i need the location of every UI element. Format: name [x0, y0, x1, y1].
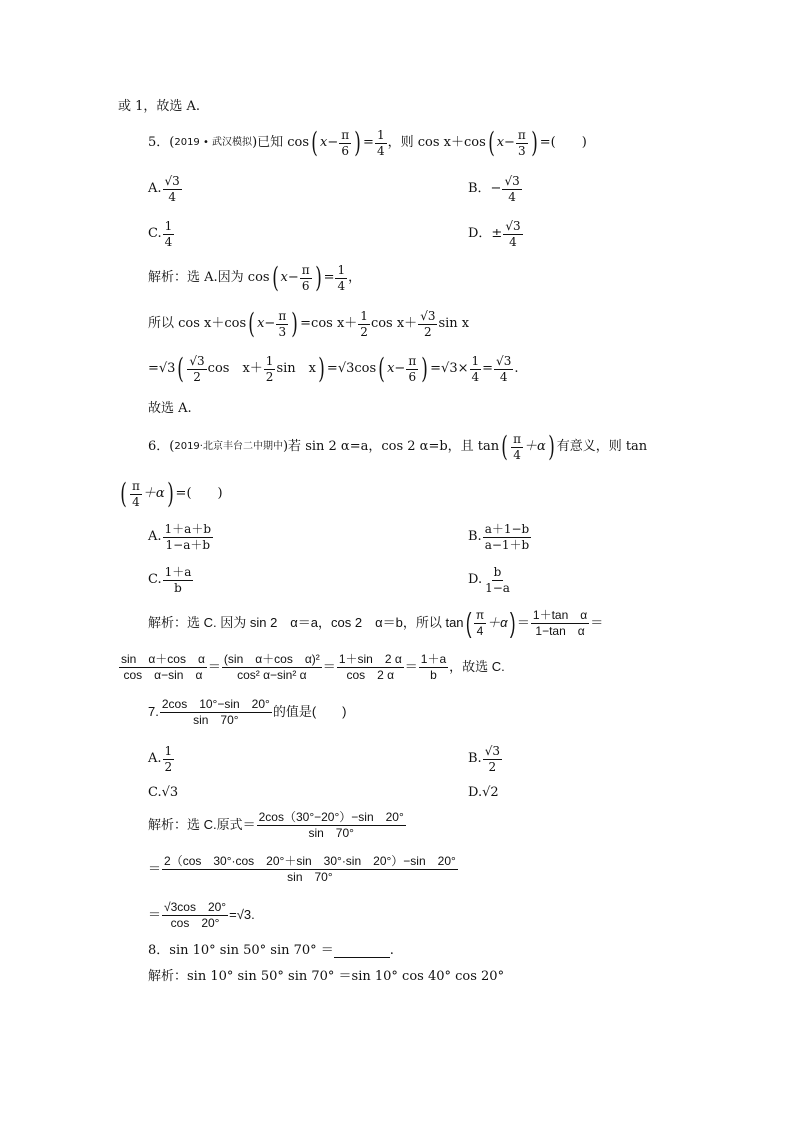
solution-5-line-1: 解析：选 A.因为 cos ( x− $\frac{\pi}{6}$ ) = $\frac{1}{4}$ ， — [148, 261, 362, 294]
q7-option-c: C.√3 — [148, 785, 179, 800]
frac-1-4: $\frac{1}{4}$ — [376, 127, 385, 158]
q6-option-b: B. $\frac{a+1-b}{a-1+b}$ — [468, 521, 530, 552]
question-8: 8．sin 10° sin 50° sin 70° ＝ . — [148, 943, 394, 958]
q7-option-d: D.√2 — [468, 785, 499, 800]
solution-7-line-2: ＝ $\frac{2(\cos 30^\circ\cdot\cos 20^\circ+\sin 30^\circ\cdot\sin 20^\circ)-\sin 20^\circ}{\sin 70^\circ}$ — [148, 853, 456, 884]
q5-option-d: D．± $\frac{√3}{4}$ — [468, 218, 521, 249]
q5-option-a: A. $\frac{√3}{4}$ — [148, 173, 180, 204]
solution-5-line-2: 所以 cos x＋cos ( x− $\frac{\pi}{3}$ ) =cos x＋ $\frac{1}{2}$ cos x＋ $\frac{√3}{2}$ sin x — [148, 307, 470, 340]
answer-blank[interactable] — [334, 945, 390, 958]
solution-7-line-1: 解析：选 C.原式＝ $\frac{2\cos(30^\circ-20^\circ)-\sin 20^\circ}{\sin 70^\circ}$ — [148, 809, 404, 840]
solution-8: 解析：sin 10° sin 50° sin 70° ＝sin 10° cos 40° cos 20° — [148, 969, 505, 984]
solution-7-line-3: ＝ $\frac{√3\cos 20^\circ}{\cos 20^\circ}$ =√3. — [148, 899, 255, 930]
frac-pi-6: $\frac{\pi}{6}$ — [341, 127, 350, 158]
question-7: 7. $\frac{2\cos 10^\circ-\sin 20^\circ}{\sin 70^\circ}$ 的值是( ) — [148, 696, 347, 727]
question-6: 6．( 2019·北京丰台二中期中 )若 sin 2 α=a，cos 2 α=b，且 tan ( $\frac{\pi}{4}$ ＋α ) 有意义，则 tan — [148, 430, 648, 463]
question-5: 5．( 2019 • 武汉模拟 )已知 cos ( x− $\frac{\pi}{6}$ ) = $\frac{1}{4}$ ，则 cos x＋cos ( x− $\frac{\pi}{3}$ ) =( ) — [148, 126, 587, 159]
solution-6-line-1: 解析：选 C. 因为 sin 2 α＝a，cos 2 α＝b，所以 tan ( $\frac{\pi}{4}$ ＋α ) ＝ $\frac{\text{1＋tan α}}{\text{1−tan α}}$ ＝ — [148, 607, 604, 638]
q6-option-a: A. $\frac{1+a+b}{1-a+b}$ — [148, 521, 212, 552]
q6-option-c: C. $\frac{1+a}{b}$ — [148, 564, 192, 595]
solution-6-line-2: $\frac{\text{sin α＋cos α}}{\text{cos α−sin α}}$ ＝ $\frac{\text{(sin α＋cos α)²}}{\text{cos² α−sin² α}}$ ＝ $\frac{1+\sin 2 \alpha}{\cos 2 \alpha}$ ＝ $\frac{1+a}{b}$ ，故选 C. — [121, 651, 505, 682]
solution-5-conclusion: 故选 A. — [148, 401, 192, 416]
question-6-cont: ( $\frac{\pi}{4}$ ＋α ) =( ) — [120, 477, 223, 510]
q5-option-c: C. $\frac{1}{4}$ — [148, 218, 173, 249]
solution-5-line-3: =√3 ( $\frac{√3}{2}$ cos x＋ $\frac{1}{2}$ sin x ) =√3cos ( x− $\frac{\pi}{6}$ ) =√3× $\frac{1}{4}$ = $\frac{√3}{4}$ . — [148, 352, 519, 385]
frac-pi-3: $\frac{\pi}{3}$ — [517, 127, 526, 158]
q7-option-b: B. $\frac{√3}{2}$ — [468, 743, 500, 774]
q6-option-d: D. $\frac{b}{1-a}$ — [468, 564, 510, 595]
continuation-line: 或 1，故选 A. — [118, 99, 201, 114]
q5-option-b: B．− $\frac{√3}{4}$ — [468, 173, 520, 204]
q7-option-a: A. $\frac{1}{2}$ — [148, 743, 173, 774]
